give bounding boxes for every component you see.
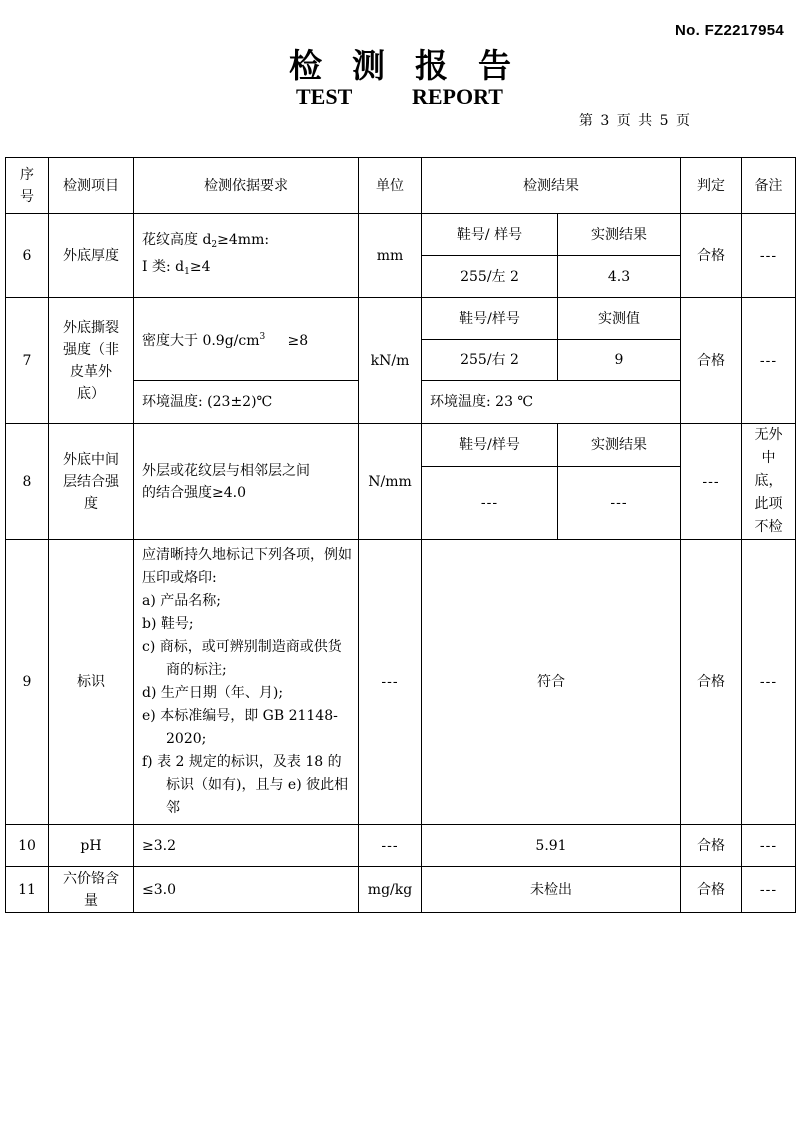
row-result: 符合 — [422, 540, 681, 825]
header-result: 检测结果 — [422, 158, 681, 214]
row-unit: mm — [359, 214, 422, 298]
row-judge: 合格 — [681, 298, 742, 424]
row-requirement: ≥3.2 — [134, 825, 359, 867]
env-requirement: 环境温度: (23±2)℃ — [134, 381, 359, 424]
row-item: 标识 — [49, 540, 134, 825]
row-item: 外底厚度 — [49, 214, 134, 298]
row-seq: 7 — [6, 298, 49, 424]
row-judge: 合格 — [681, 214, 742, 298]
header-seq: 序号 — [6, 158, 49, 214]
row-judge: --- — [681, 424, 742, 540]
row-item: 六价铬含量 — [49, 867, 134, 913]
row-unit: --- — [359, 540, 422, 825]
row-remark: --- — [742, 825, 796, 867]
table-row — [6, 424, 796, 467]
req-line: 应清晰持久地标记下列各项，例如压印或烙印: — [142, 547, 352, 586]
row-remark: 无外中底，此项不检 — [742, 424, 796, 540]
row-unit: N/mm — [359, 424, 422, 540]
header-unit: 单位 — [359, 158, 422, 214]
row-result: 未检出 — [422, 867, 681, 913]
result-value: --- — [558, 466, 681, 539]
test-results-table — [5, 157, 796, 913]
header-basis: 检测依据要求 — [134, 158, 359, 214]
row-unit: mg/kg — [359, 867, 422, 913]
header-judge: 判定 — [681, 158, 742, 214]
req-line: a) 产品名称; — [142, 593, 221, 609]
row-unit: kN/m — [359, 298, 422, 424]
report-title-cn: 检测报告 — [289, 46, 541, 85]
sample-value: --- — [422, 466, 558, 539]
row-requirement: 花纹高度 d2≥4mm: I 类: d1≥4 — [134, 214, 359, 298]
sample-value: 255/左 2 — [422, 256, 558, 298]
row-seq: 11 — [6, 867, 49, 913]
row-requirement: ≤3.0 — [134, 867, 359, 913]
result-value: 9 — [558, 340, 681, 381]
sub-header-result: 实测值 — [558, 298, 681, 340]
header-remark: 备注 — [742, 158, 796, 214]
sub-header-result: 实测结果 — [558, 424, 681, 467]
sub-header-sample: 鞋号/样号 — [422, 424, 558, 467]
row-judge: 合格 — [681, 825, 742, 867]
header-item: 检测项目 — [49, 158, 134, 214]
row-requirement: 外层或花纹层与相邻层之间的结合强度≥4.0 — [134, 424, 359, 540]
title-en-report: REPORT — [412, 84, 503, 109]
row-result: 5.91 — [422, 825, 681, 867]
table-row — [6, 540, 796, 825]
table-header-row — [6, 158, 796, 214]
row-requirement — [134, 540, 359, 825]
row-seq: 8 — [6, 424, 49, 540]
title-en-test: TEST — [296, 84, 353, 109]
row-remark: --- — [742, 540, 796, 825]
row-remark: --- — [742, 298, 796, 424]
row-judge: 合格 — [681, 540, 742, 825]
row-judge: 合格 — [681, 867, 742, 913]
req-line: b) 鞋号; — [142, 616, 194, 632]
row-item: 外底撕裂强度（非皮革外底） — [49, 298, 134, 424]
row-seq: 9 — [6, 540, 49, 825]
req-line: e) 本标准编号，即 GB 21148-2020; — [142, 708, 338, 747]
sub-header-sample: 鞋号/样号 — [422, 298, 558, 340]
table-row — [6, 825, 796, 867]
req-line: c) 商标，或可辨别制造商或供货商的标注; — [142, 639, 342, 678]
row-unit: --- — [359, 825, 422, 867]
sub-header-sample: 鞋号/ 样号 — [422, 214, 558, 256]
row-remark: --- — [742, 867, 796, 913]
row-seq: 6 — [6, 214, 49, 298]
row-item: pH — [49, 825, 134, 867]
sub-header-result: 实测结果 — [558, 214, 681, 256]
table-row — [6, 867, 796, 913]
report-number: No. FZ2217954 — [675, 22, 784, 39]
page-info: 第 3 页 共 5 页 — [578, 113, 690, 129]
sample-value: 255/右 2 — [422, 340, 558, 381]
req-line: f) 表 2 规定的标识，及表 18 的标识（如有)，且与 e) 彼此相邻 — [142, 754, 349, 816]
table-row — [6, 298, 796, 340]
row-item: 外底中间层结合强度 — [49, 424, 134, 540]
report-title-en — [296, 84, 503, 110]
table-row — [6, 214, 796, 256]
req-line: d) 生产日期（年、月); — [142, 685, 284, 701]
row-seq: 10 — [6, 825, 49, 867]
row-requirement: 密度大于 0.9g/cm3 ≥8 — [134, 298, 359, 381]
row-remark: --- — [742, 214, 796, 298]
env-result: 环境温度: 23 ℃ — [422, 381, 681, 424]
result-value: 4.3 — [558, 256, 681, 298]
